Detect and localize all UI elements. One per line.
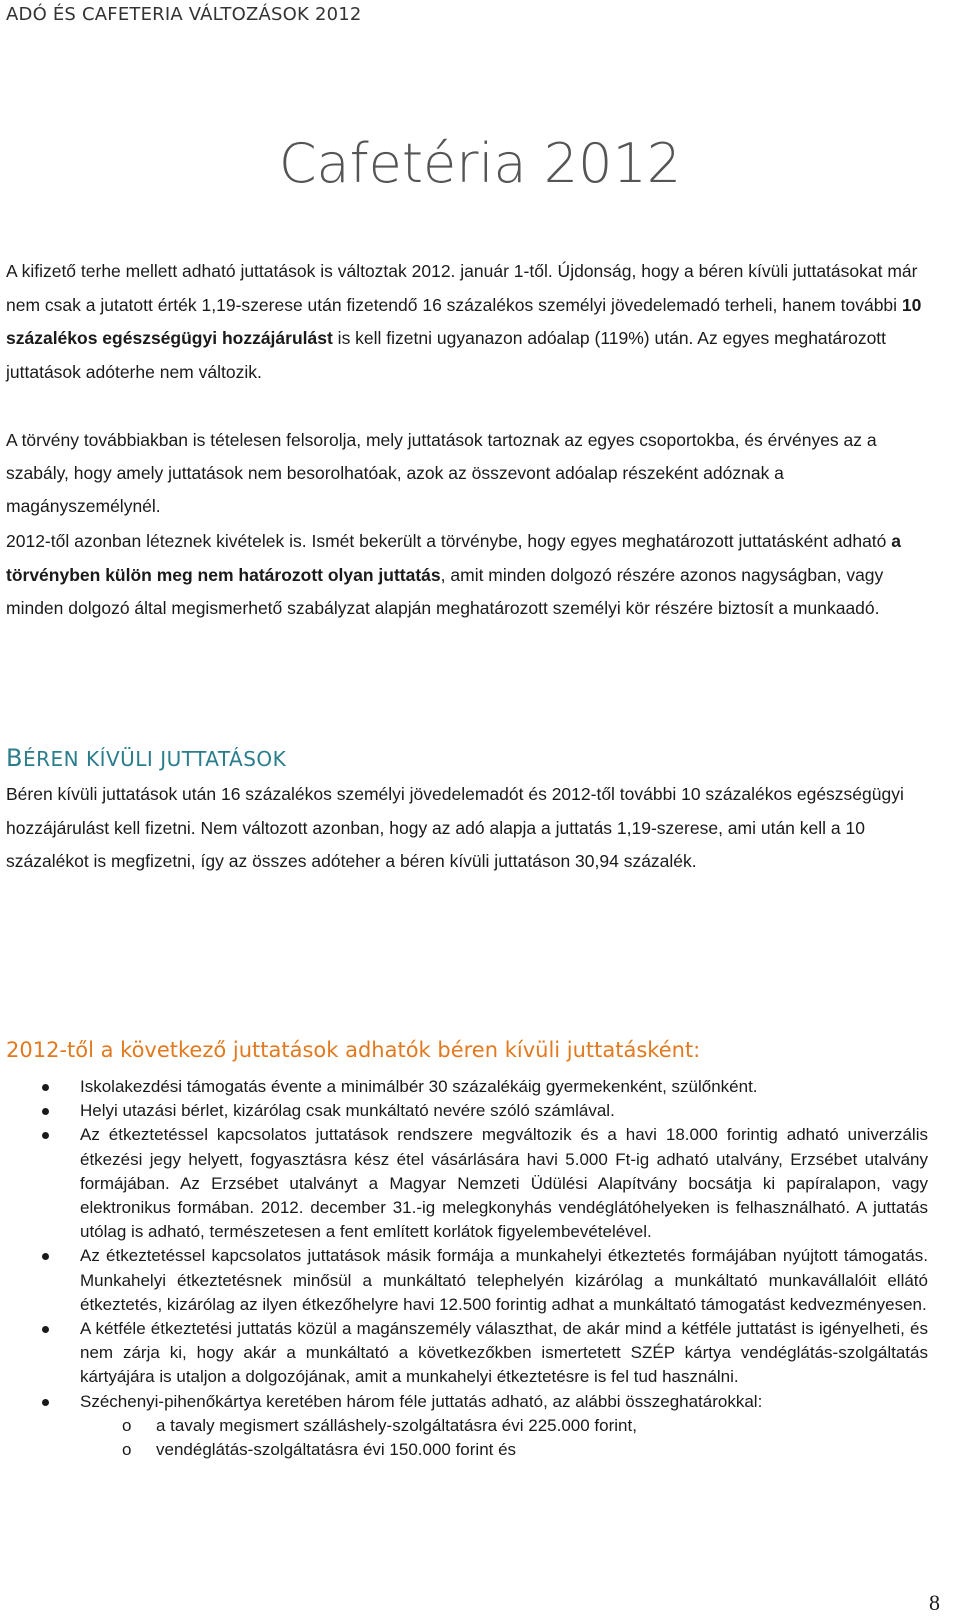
paragraph-exceptions: 2012-től azonban léteznek kivételek is. Ismét bekerült a törvénybe, hogy egyes meghatározott juttatásként adható a törvényben külön meg nem határozott olyan juttatás, amit minden dolgozó részére azonos nagyságban, vagy minden dolgozó által megismerhető szabályzat alapján meghatározott személyi kör részére biztosít a munkaadó.: [6, 531, 901, 618]
page-number: 8: [929, 1590, 940, 1615]
paragraph-law: A törvény továbbiakban is tételesen felsorolja, mely juttatások tartoznak az egyes csoportokba, és érvényes az a szabály, hogy amely juttatások nem besorolhatóak, azok az összevont adóalap részeként adóznak a magányszemélynél.: [6, 430, 877, 516]
list-item: A kétféle étkeztetési juttatás közül a magánszemély választhat, de akár mind a kétféle juttatást is igényelheti, és nem zárja ki, hogy akár a munkáltató a következőkben ismertetett SZÉP kártya vendéglátás-szolgáltatás kártyájára is utaljon a dolgozójának, amit a munkahelyi étkeztetésre is fel tud használni.: [6, 1317, 928, 1390]
bullet-icon: [42, 1084, 49, 1091]
list-heading: 2012-től a következő juttatások adhatók béren kívüli juttatásként:: [6, 1038, 701, 1062]
bold-emphasis: a törvényben külön meg nem határozott olyan juttatás: [6, 531, 901, 585]
page-title: Cafetéria 2012: [278, 132, 682, 195]
list-item: Az étkeztetéssel kapcsolatos juttatások rendszere megváltozik és a havi 18.000 forintig adható univerzális étkezési jegy helyett, fogyasztásra kész étel vásárlására havi 5.000 Ft-ig adható utalvány, Erzsébet utalvány formájában. Az Erzsébet utalványt a Magyar Nemzeti Üdülési Alapítvány bocsátja ki papíralapon, vagy elektronikus formában. 2012. december 31.-ig melegkonyhás vendéglátóhelyeken is felhasználható. A juttatás utólag is adható, természetesen a fent említett korlátok figyelembevételével.: [6, 1123, 928, 1244]
benefits-list: [6, 1075, 928, 1462]
bullet-icon: [42, 1399, 49, 1406]
paragraph-intro: A kifizető terhe mellett adható juttatások is változtak 2012. január 1-től. Újdonság, hogy a béren kívüli juttatásokat már nem csak a jutatott érték 1,19-szerese után fizetendő 16 százalékos személyi jövedelemadó terheli, hanem további 10 százalékos egészségügyi hozzájárulást is kell fizetni ugyanazon adóalap (119%) után. Az egyes meghatározott juttatások adóterhe nem változik.: [6, 261, 922, 382]
bullet-icon: [42, 1326, 49, 1333]
paragraph-fringe-benefits: Béren kívüli juttatások után 16 százalékos személyi jövedelemadót és 2012-től további 10 százalékos egészségügyi hozzájárulást kell fizetni. Nem változott azonban, hogy az adó alapja a juttatás 1,19-szerese, ami után kell a 10 százalékot is megfizetni, így az összes adóteher a béren kívüli juttatáson 30,94 százalék.: [6, 784, 904, 871]
bold-emphasis: 10 százalékos egészségügyi hozzájárulást: [6, 294, 922, 348]
list-item: Iskolakezdési támogatás évente a minimálbér 30 százalékáig gyermekenként, szülőnként.: [6, 1075, 928, 1099]
bullet-icon: [42, 1108, 49, 1115]
circle-bullet-icon: o: [122, 1440, 132, 1460]
circle-bullet-icon: o: [122, 1415, 132, 1435]
bullet-icon: [42, 1132, 49, 1139]
running-header: ADÓ ÉS CAFETERIA VÁLTOZÁSOK 2012: [6, 4, 362, 25]
bullet-icon: [42, 1253, 49, 1260]
sub-list-item: o vendéglátás-szolgáltatásra évi 150.000 forint és: [80, 1438, 928, 1462]
list-item: Helyi utazási bérlet, kizárólag csak munkáltató nevére szóló számlával.: [6, 1099, 928, 1123]
sub-list-item: o a tavaly megismert szálláshely-szolgáltatásra évi 225.000 forint,: [80, 1414, 928, 1438]
section-heading: BÉREN KÍVÜLI JUTTATÁSOK: [6, 744, 287, 772]
list-item: Az étkeztetéssel kapcsolatos juttatások másik formája a munkahelyi étkeztetés formájában nyújtott támogatás. Munkahelyi étkeztetésnek minősül a munkáltató telephelyén kizárólag a munkáltató munkavállalóit ellátó étkeztetés, kizárólag az ilyen étkezőhelyre havi 12.500 forintig adhat a munkáltató támogatást kedvezményesen.: [6, 1244, 928, 1317]
list-item: Széchenyi-pihenőkártya keretében három féle juttatás adható, az alábbi összeghatárokkal: o a tavaly megismert szálláshely-szolgáltatásra évi 225.000 forint, o vendéglátás-szolgáltatásra évi 150.000 forint és: [6, 1390, 928, 1463]
sub-list: [80, 1414, 928, 1462]
